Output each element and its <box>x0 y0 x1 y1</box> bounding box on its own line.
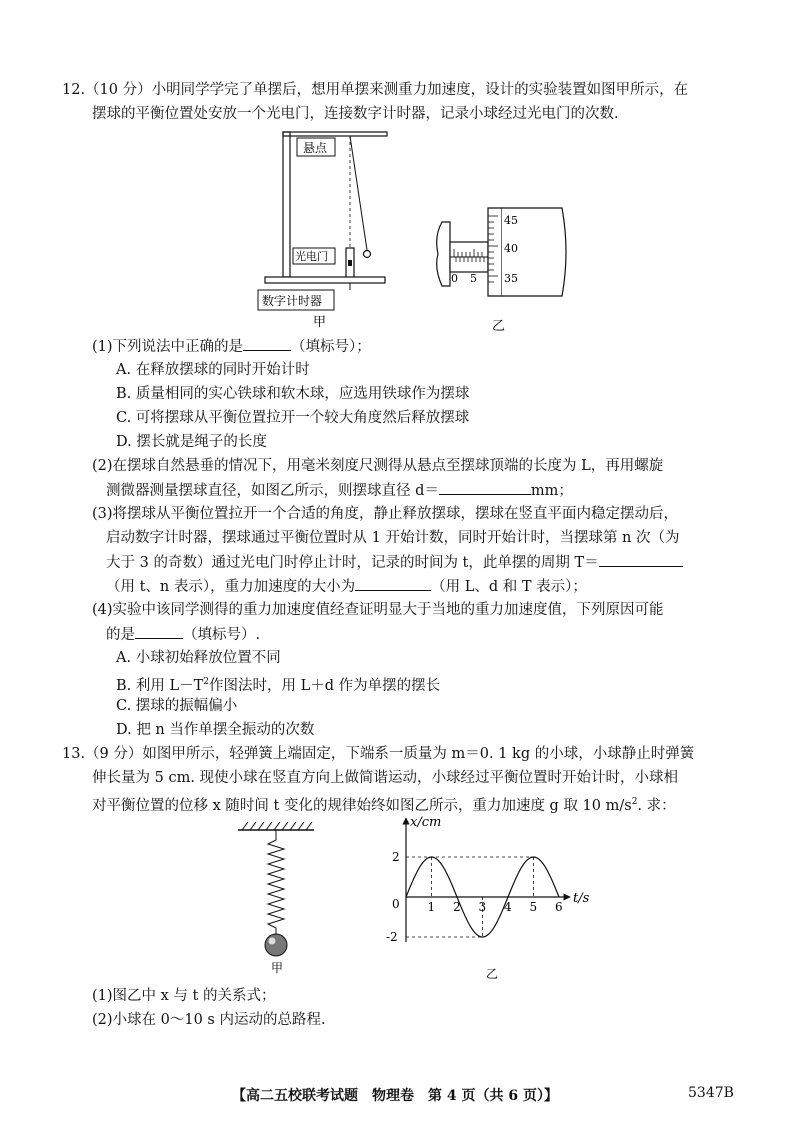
figure-b-caption: 乙 <box>486 967 499 981</box>
x-axis-label: t/s <box>573 891 590 906</box>
micrometer-scale-45: 45 <box>504 214 518 227</box>
q13-part2: (2)小球在 0～10 s 内运动的总路程. <box>92 1012 326 1028</box>
q12-part4-line2 <box>106 624 260 645</box>
q12-part4-suffix: （填标号）. <box>183 627 261 643</box>
q12-part1-suffix: （填标号）； <box>291 339 371 355</box>
x-tick-label: 3 <box>478 900 487 914</box>
q12-part1-option-a: A. 在释放摆球的同时开始计时 <box>116 362 310 378</box>
micrometer-figure <box>420 206 570 334</box>
q12-part2-line1: (2)在摆球自然悬垂的情况下，用毫米刻度尺测得从悬点至摆球顶端的长度为 L，再用螺旋 <box>92 458 664 474</box>
page-footer-code: 5347B <box>688 1085 734 1101</box>
q12-part3-suffix: （用 L、d 和 T 表示）； <box>431 579 587 595</box>
page-footer-title: 【高二五校联考试题 物理卷 第 4 页（共 6 页）】 <box>232 1088 558 1104</box>
q12-part3-line2: 启动数字计时器，摆球通过平衡位置时从 1 开始计数，同时开始计时，当摆球第 n 次（为 <box>106 530 680 546</box>
figure-a-caption: 甲 <box>271 961 284 975</box>
q12-stem-line2: 摆球的平衡位置处安放一个光电门，连接数字计时器，记录小球经过光电门的次数. <box>92 106 619 122</box>
q13-stem-text: 对平衡位置的位移 x 随时间 t 变化的规律始终如图乙所示，重力加速度 g 取 10 m/s <box>92 797 632 814</box>
q12-part3-text: （用 t、n 表示），重力加速度的大小为 <box>106 579 356 595</box>
spring-ball-figure <box>236 820 316 980</box>
q12-part4-option-d: D. 把 n 当作单摆全振动的次数 <box>116 722 315 738</box>
timer-label: 数字计时器 <box>262 294 323 308</box>
pivot-label: 悬点 <box>303 141 328 155</box>
q12-part2-text: 测微器测量摆球直径，如图乙所示，则摆球直径 d＝ <box>106 483 439 499</box>
q12-part3-line3 <box>106 552 683 573</box>
q12-part3-line1: (3)将摆球从平衡位置拉开一个合适的角度，静止释放摆球，摆球在竖直平面内稳定摆动后， <box>92 506 679 522</box>
displacement-time-graph <box>380 812 600 982</box>
micrometer-scale-40: 40 <box>504 242 518 255</box>
y-tick-label: -2 <box>386 930 398 944</box>
q12-part4-text: 的是 <box>106 627 135 643</box>
x-tick-label: 6 <box>555 900 563 914</box>
figure-a-caption: 甲 <box>313 315 327 328</box>
q12-part1-option-c: C. 可将摆球从平衡位置拉开一个较大角度然后释放摆球 <box>116 410 470 426</box>
q12-part4-line1: (4)实验中该同学测得的重力加速度值经查证明显大于当地的重力加速度值，下列原因可能 <box>92 602 664 618</box>
q12-stem-line1: 12.（10 分）小明同学学完了单摆后，想用单摆来测重力加速度，设计的实验装置如图甲所示，在 <box>62 82 689 98</box>
answer-blank[interactable] <box>355 576 431 591</box>
superscript: 2 <box>203 677 210 687</box>
q13-stem-line2: 伸长量为 5 cm. 现使小球在竖直方向上做简谐运动，小球经过平衡位置时开始计时，小球相 <box>92 770 679 786</box>
answer-blank[interactable] <box>599 552 683 567</box>
q13-stem-line1: 13.（9 分）如图甲所示，轻弹簧上端固定，下端系一质量为 m＝0. 1 kg 的小球，小球静止时弹簧 <box>62 746 695 762</box>
q12-part1-option-b: B. 质量相同的实心铁球和软木球，应选用铁球作为摆球 <box>116 386 470 402</box>
micrometer-scale-5: 5 <box>470 272 477 285</box>
q12-part4-option-c: C. 摆球的振幅偏小 <box>116 698 238 714</box>
y-tick-label: 2 <box>392 850 400 864</box>
q12-part2-line2 <box>106 480 573 501</box>
y-axis-label: x/cm <box>410 815 442 830</box>
q12-part4-option-a: A. 小球初始释放位置不同 <box>116 650 281 666</box>
q12-part1-prompt <box>92 336 371 357</box>
x-tick-label: 1 <box>427 900 436 914</box>
q12-part1-option-d: D. 摆长就是绳子的长度 <box>116 434 267 450</box>
micrometer-scale-0: 0 <box>451 272 458 285</box>
q12-part1-text: (1)下列说法中正确的是 <box>92 339 244 355</box>
pendulum-apparatus-figure <box>250 128 390 328</box>
q12-part3-text: 大于 3 的奇数）通过光电门时停止计时，记录的时间为 t，此单摆的周期 T＝ <box>106 555 599 571</box>
x-tick-label: 5 <box>529 900 538 914</box>
x-tick-label: 4 <box>504 900 512 914</box>
option-b-text-rest: 作图法时，用 L＋d 作为单摆的摆长 <box>209 677 441 694</box>
q12-part4-option-b <box>116 672 440 696</box>
option-b-text: B. 利用 L－T <box>116 677 204 694</box>
x-tick-label: 2 <box>453 900 461 914</box>
figure-b-caption: 乙 <box>492 319 506 334</box>
q12-part3-line4 <box>106 576 587 597</box>
q13-stem-text-end: . 求： <box>637 797 676 814</box>
micrometer-scale-35: 35 <box>504 272 518 285</box>
answer-blank[interactable] <box>439 480 531 495</box>
answer-blank[interactable] <box>135 624 183 639</box>
answer-blank[interactable] <box>243 336 291 351</box>
photogate-label: 光电门 <box>295 250 328 263</box>
q13-part1: (1)图乙中 x 与 t 的关系式； <box>92 988 276 1004</box>
q12-part2-unit: mm； <box>530 483 573 499</box>
superscript: 2 <box>631 797 638 807</box>
origin-label: 0 <box>392 897 400 911</box>
